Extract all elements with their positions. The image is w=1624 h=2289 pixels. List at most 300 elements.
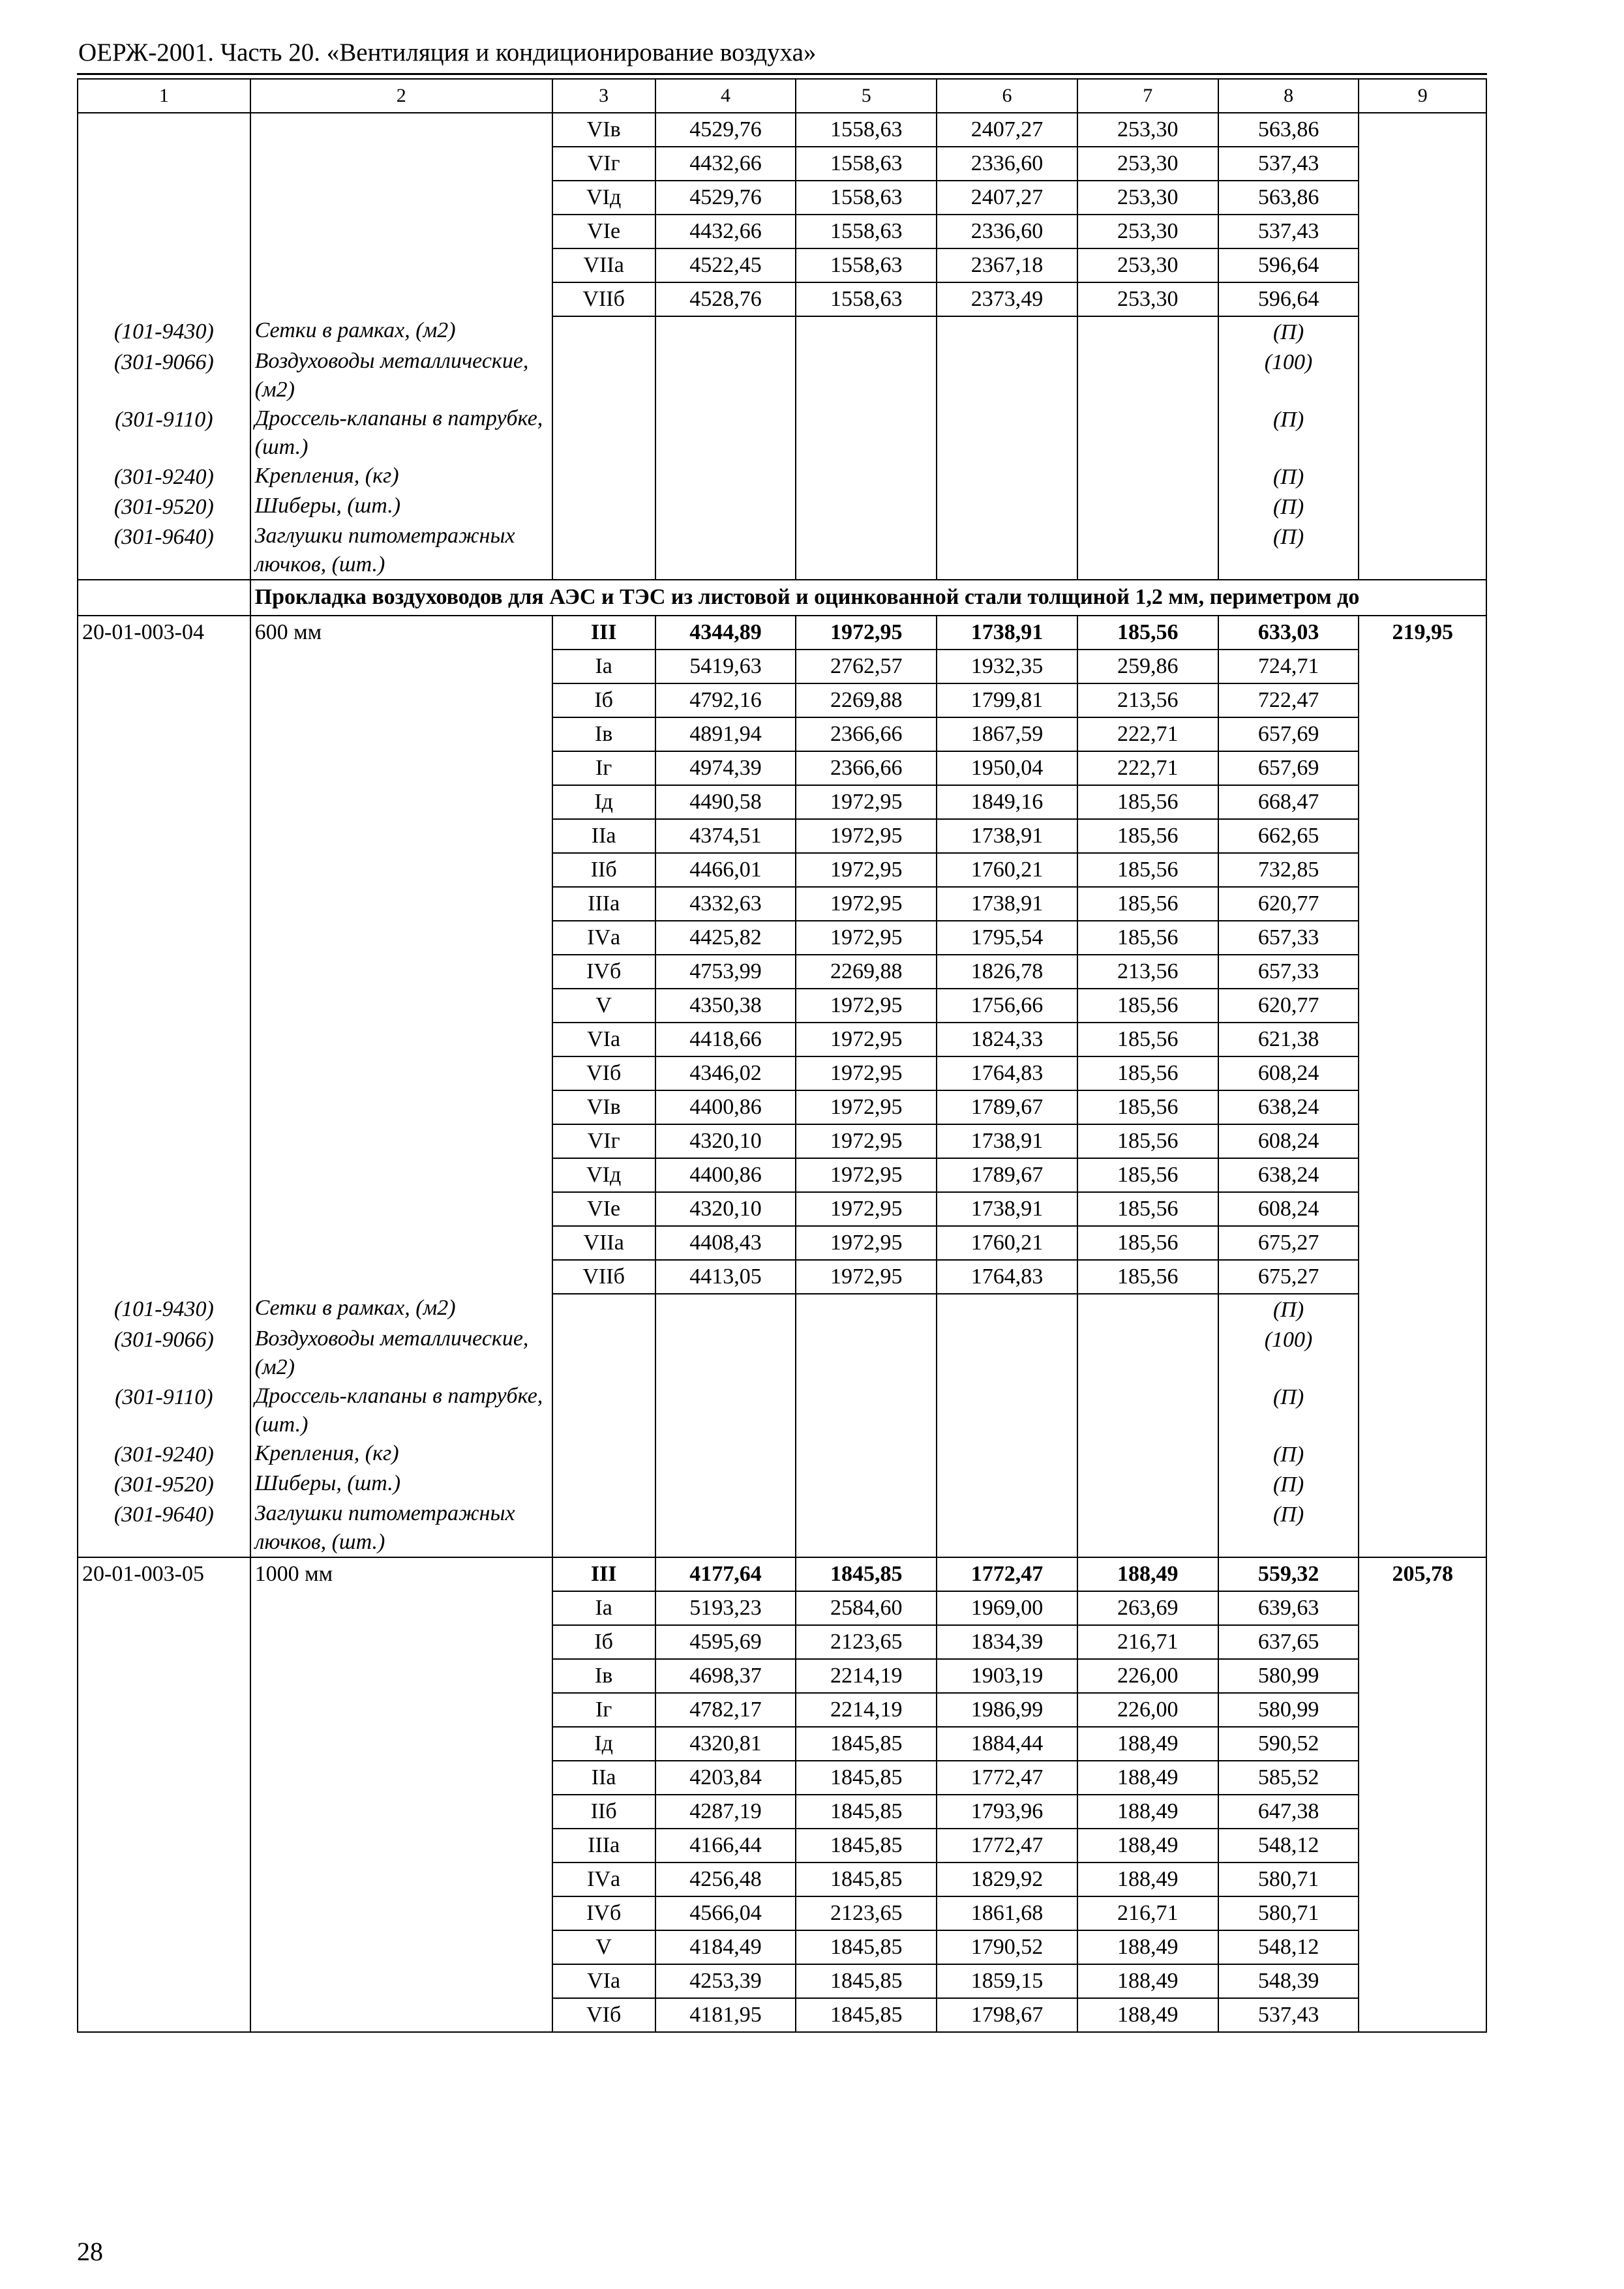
zone-cell: IIа [552,819,655,853]
price-cell: 185,56 [1077,1056,1218,1090]
table-row [78,113,1486,147]
price-cell: 1793,96 [937,1795,1077,1829]
material-mark: (П) [1218,316,1359,347]
table-cell [937,316,1077,347]
price-cell: 4320,81 [655,1727,796,1761]
zone-cell: VIIб [552,1260,655,1294]
price-cell: 4698,37 [655,1659,796,1693]
table-row [78,1090,1486,1124]
table-cell [552,1324,655,1382]
material-mark: (П) [1218,462,1359,492]
price-cell: 222,71 [1077,751,1218,785]
column-header: 2 [250,79,552,113]
price-cell: 657,69 [1218,751,1359,785]
table-cell [796,404,937,462]
zone-cell: VIIб [552,282,655,316]
table-cell [1077,1439,1218,1469]
material-name: Воздуховоды металлические, (м2) [250,347,552,404]
price-cell: 2336,60 [937,147,1077,181]
table-cell [78,1023,250,1056]
zone-cell: IVа [552,1863,655,1896]
table-cell [1359,1324,1486,1382]
price-cell: 1972,95 [796,887,937,921]
header-rule [77,73,1487,75]
price-cell: 2366,66 [796,717,937,751]
table-cell [1359,1294,1486,1324]
table-cell [250,717,552,751]
table-cell [937,404,1077,462]
price-cell: 1789,67 [937,1090,1077,1124]
table-cell [1359,347,1486,404]
column-header: 4 [655,79,796,113]
table-cell [78,1056,250,1090]
table-cell [1077,522,1218,580]
price-cell: 185,56 [1077,785,1218,819]
column-header: 1 [78,79,250,113]
price-cell: 1799,81 [937,683,1077,717]
table-row [78,1124,1486,1158]
price-cell: 1558,63 [796,113,937,147]
material-row [78,1499,1486,1557]
price-cell: 1972,95 [796,785,937,819]
zone-cell: VIе [552,1192,655,1226]
table-cell [1359,1124,1486,1158]
price-cell: 639,63 [1218,1591,1359,1625]
material-code: (301-9240) [78,1439,250,1469]
table-cell [250,181,552,215]
column-header: 8 [1218,79,1359,113]
price-cell: 4408,43 [655,1226,796,1260]
table-cell [250,1795,552,1829]
material-mark: (100) [1218,1324,1359,1382]
price-cell: 1845,85 [796,1761,937,1795]
table-cell [250,1693,552,1727]
table-cell [78,683,250,717]
price-cell: 4256,48 [655,1863,796,1896]
table-cell [250,1930,552,1964]
material-name: Крепления, (кг) [250,462,552,492]
table-cell [78,785,250,819]
table-cell [937,522,1077,580]
price-cell: 185,56 [1077,1192,1218,1226]
zone-cell: V [552,1930,655,1964]
material-mark: (П) [1218,1382,1359,1439]
column-header: 9 [1359,79,1486,113]
price-cell: 1972,95 [796,1023,937,1056]
table-cell [1359,683,1486,717]
zone-cell: VIб [552,1998,655,2032]
table-cell [1359,853,1486,887]
table-cell [655,522,796,580]
zone-cell: IVб [552,1896,655,1930]
price-cell: 4425,82 [655,921,796,955]
table-cell [78,1998,250,2032]
table-cell [552,316,655,347]
price-cell: 2214,19 [796,1659,937,1693]
material-name: Сетки в рамках, (м2) [250,316,552,347]
table-row [78,1693,1486,1727]
zone-cell: III [552,1557,655,1591]
table-cell [78,955,250,989]
table-cell [1359,751,1486,785]
zone-cell: VIа [552,1023,655,1056]
table-row [78,1896,1486,1930]
table-cell [250,751,552,785]
table-row [78,751,1486,785]
page-header-title: ОЕРЖ-2001. Часть 20. «Вентиляция и кондиционирование воздуха» [78,38,817,67]
table-cell [78,819,250,853]
table-cell [552,462,655,492]
table-cell [1359,1863,1486,1896]
price-cell: 185,56 [1077,819,1218,853]
price-cell: 2269,88 [796,683,937,717]
price-cell: 259,86 [1077,650,1218,683]
material-mark: (П) [1218,522,1359,580]
price-cell: 1972,95 [796,1226,937,1260]
price-cell: 5419,63 [655,650,796,683]
price-cell: 585,52 [1218,1761,1359,1795]
price-cell: 675,27 [1218,1260,1359,1294]
zone-cell: III [552,616,655,650]
price-cell: 1790,52 [937,1930,1077,1964]
table-cell [1077,1469,1218,1499]
price-cell: 1772,47 [937,1557,1077,1591]
price-cell: 4374,51 [655,819,796,853]
price-cell: 4332,63 [655,887,796,921]
price-cell: 1845,85 [796,1964,937,1998]
table-row [78,955,1486,989]
price-cell: 1972,95 [796,819,937,853]
price-cell: 1845,85 [796,1863,937,1896]
price-cell: 185,56 [1077,1090,1218,1124]
table-row [78,181,1486,215]
price-cell: 596,64 [1218,282,1359,316]
table-cell [1359,1591,1486,1625]
rate-size: 1000 мм [250,1557,552,1591]
table-cell [655,1499,796,1557]
table-row [78,1998,1486,2032]
price-cell: 4418,66 [655,1023,796,1056]
table-row [78,1761,1486,1795]
material-name: Шиберы, (шт.) [250,1469,552,1499]
price-cell: 185,56 [1077,1124,1218,1158]
material-name: Сетки в рамках, (м2) [250,1294,552,1324]
table-cell [1359,215,1486,248]
table-cell [78,248,250,282]
price-cell: 213,56 [1077,683,1218,717]
zone-cell: VIа [552,1964,655,1998]
table-cell [937,347,1077,404]
price-cell: 1972,95 [796,921,937,955]
table-cell [1359,1469,1486,1499]
zone-cell: V [552,989,655,1023]
price-cell: 1834,39 [937,1625,1077,1659]
table-cell [250,1124,552,1158]
material-code: (301-9520) [78,492,250,522]
table-cell [250,853,552,887]
table-cell [552,492,655,522]
price-cell: 1738,91 [937,616,1077,650]
material-mark: (П) [1218,492,1359,522]
table-cell [1359,492,1486,522]
price-cell: 185,56 [1077,616,1218,650]
table-cell [78,113,250,147]
table-cell [655,462,796,492]
column-header: 7 [1077,79,1218,113]
zone-cell: IVа [552,921,655,955]
price-cell: 4974,39 [655,751,796,785]
table-cell [250,887,552,921]
table-cell [78,1863,250,1896]
material-name: Шиберы, (шт.) [250,492,552,522]
table-cell [796,1499,937,1557]
table-row [78,921,1486,955]
table-cell [1359,1998,1486,2032]
material-mark: (П) [1218,1439,1359,1469]
table-cell [655,1294,796,1324]
zone-cell: Iа [552,650,655,683]
price-cell: 548,39 [1218,1964,1359,1998]
zone-cell: IIа [552,1761,655,1795]
column-header: 5 [796,79,937,113]
table-cell [937,1439,1077,1469]
table-cell [78,921,250,955]
material-code: (301-9640) [78,522,250,580]
rate-size: 600 мм [250,616,552,650]
table-cell [78,717,250,751]
table-cell [78,1226,250,1260]
table-cell [1359,1761,1486,1795]
table-row [78,1158,1486,1192]
column-header: 3 [552,79,655,113]
price-cell: 188,49 [1077,1930,1218,1964]
price-cell: 222,71 [1077,717,1218,751]
price-cell: 216,71 [1077,1896,1218,1930]
table-cell [796,316,937,347]
price-cell: 213,56 [1077,955,1218,989]
table-row [78,819,1486,853]
price-cell: 1845,85 [796,1795,937,1829]
material-code: (301-9110) [78,1382,250,1439]
price-cell: 1972,95 [796,616,937,650]
table-cell [1359,1192,1486,1226]
price-cell: 188,49 [1077,1964,1218,1998]
table-cell [937,462,1077,492]
material-mark: (П) [1218,404,1359,462]
table-cell [250,1158,552,1192]
table-cell [1359,1158,1486,1192]
table-cell [78,580,250,616]
table-cell [78,282,250,316]
price-cell: 637,65 [1218,1625,1359,1659]
price-cell: 188,49 [1077,1998,1218,2032]
table-cell [937,1382,1077,1439]
table-cell [250,1964,552,1998]
price-cell: 4522,45 [655,248,796,282]
price-cell: 188,49 [1077,1863,1218,1896]
price-cell: 226,00 [1077,1659,1218,1693]
table-row [78,1625,1486,1659]
table-cell [1077,462,1218,492]
price-cell: 1972,95 [796,1260,937,1294]
table-cell [1077,1294,1218,1324]
table-cell [78,1625,250,1659]
price-cell: 563,86 [1218,113,1359,147]
table-cell [937,1294,1077,1324]
price-cell: 4595,69 [655,1625,796,1659]
table-cell [78,887,250,921]
table-cell [655,347,796,404]
table-cell [1359,462,1486,492]
table-cell [78,181,250,215]
table-cell [250,683,552,717]
table-cell [796,1324,937,1382]
price-cell: 1738,91 [937,1124,1077,1158]
price-cell: 4253,39 [655,1964,796,1998]
table-row [78,1226,1486,1260]
table-cell [937,1469,1077,1499]
material-code: (301-9640) [78,1499,250,1557]
price-cell: 1849,16 [937,785,1077,819]
price-cell: 2214,19 [796,1693,937,1727]
table-row [78,1023,1486,1056]
table-row [78,1863,1486,1896]
table-row [78,248,1486,282]
price-cell: 1845,85 [796,1829,937,1863]
table-cell [78,1090,250,1124]
price-cell: 1972,95 [796,1124,937,1158]
price-cell: 4782,17 [655,1693,796,1727]
price-cell: 1829,92 [937,1863,1077,1896]
table-cell [250,1260,552,1294]
table-row [78,1727,1486,1761]
price-cell: 1845,85 [796,1998,937,2032]
table-cell [250,1829,552,1863]
table-row [78,683,1486,717]
price-cell: 638,24 [1218,1158,1359,1192]
price-cell: 638,24 [1218,1090,1359,1124]
table-cell [796,1469,937,1499]
price-cell: 620,77 [1218,887,1359,921]
price-cell: 188,49 [1077,1761,1218,1795]
price-cell: 722,47 [1218,683,1359,717]
table-cell [655,1469,796,1499]
rate-code: 20-01-003-04 [78,616,250,650]
zone-cell: VIв [552,113,655,147]
table-cell [552,1382,655,1439]
table-cell [1359,1023,1486,1056]
table-cell [250,1192,552,1226]
table-row [78,650,1486,683]
material-name: Заглушки питометражных лючков, (шт.) [250,522,552,580]
price-cell: 2373,49 [937,282,1077,316]
table-cell [1077,404,1218,462]
table-cell [1359,181,1486,215]
price-cell: 253,30 [1077,248,1218,282]
price-cell: 185,56 [1077,921,1218,955]
price-cell: 188,49 [1077,1795,1218,1829]
price-cell: 185,56 [1077,1023,1218,1056]
zone-cell: Iв [552,717,655,751]
price-cell: 4181,95 [655,1998,796,2032]
price-cell: 2407,27 [937,181,1077,215]
labor-cell: 219,95 [1359,616,1486,650]
price-cell: 2269,88 [796,955,937,989]
table-cell [78,1727,250,1761]
price-cell: 185,56 [1077,1226,1218,1260]
price-cell: 662,65 [1218,819,1359,853]
table-cell [1077,1499,1218,1557]
table-cell [1359,1795,1486,1829]
table-cell [78,1260,250,1294]
table-cell [78,989,250,1023]
zone-cell: Iа [552,1591,655,1625]
table-row [78,1795,1486,1829]
price-cell: 1558,63 [796,215,937,248]
table-cell [1359,1625,1486,1659]
table-cell [655,1382,796,1439]
price-cell: 4346,02 [655,1056,796,1090]
material-row [78,347,1486,404]
table-cell [1359,522,1486,580]
price-cell: 732,85 [1218,853,1359,887]
price-cell: 4350,38 [655,989,796,1023]
material-name: Воздуховоды металлические, (м2) [250,1324,552,1382]
column-number-row [78,79,1486,113]
price-cell: 2336,60 [937,215,1077,248]
price-cell: 1861,68 [937,1896,1077,1930]
price-cell: 1738,91 [937,1192,1077,1226]
price-cell: 4792,16 [655,683,796,717]
table-cell [250,650,552,683]
table-cell [655,404,796,462]
material-mark: (П) [1218,1294,1359,1324]
price-cell: 263,69 [1077,1591,1218,1625]
price-cell: 1795,54 [937,921,1077,955]
table-cell [250,785,552,819]
material-row [78,492,1486,522]
zone-cell: VIг [552,1124,655,1158]
price-cell: 5193,23 [655,1591,796,1625]
table-cell [1359,1727,1486,1761]
table-cell [552,1469,655,1499]
price-cell: 2123,65 [796,1625,937,1659]
price-cell: 1756,66 [937,989,1077,1023]
price-cell: 226,00 [1077,1693,1218,1727]
price-cell: 253,30 [1077,282,1218,316]
table-row [78,853,1486,887]
table-cell [1077,316,1218,347]
price-cell: 1772,47 [937,1761,1077,1795]
table-row [78,147,1486,181]
table-cell [78,1693,250,1727]
price-cell: 1760,21 [937,853,1077,887]
material-name: Крепления, (кг) [250,1439,552,1469]
table-row [78,1260,1486,1294]
zone-cell: VIе [552,215,655,248]
table-cell [250,1226,552,1260]
rates-table [77,78,1487,2033]
material-mark: (П) [1218,1469,1359,1499]
table-cell [250,147,552,181]
table-cell [937,492,1077,522]
table-cell [1359,147,1486,181]
material-row [78,1324,1486,1382]
price-cell: 580,71 [1218,1896,1359,1930]
price-cell: 1972,95 [796,1056,937,1090]
table-cell [552,522,655,580]
table-cell [78,751,250,785]
